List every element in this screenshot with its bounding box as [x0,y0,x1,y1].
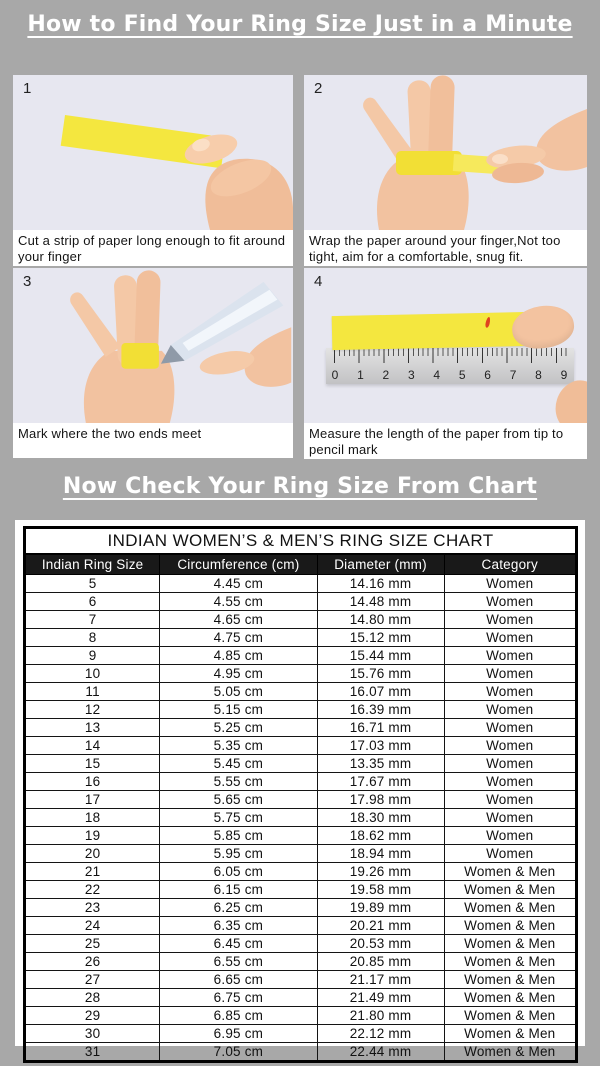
table-cell: Women [444,647,577,665]
table-cell: 17.67 mm [317,773,444,791]
table-body [25,575,577,1062]
step3-photo [13,268,293,423]
table-cell: Women & Men [444,953,577,971]
step1-photo [13,75,293,230]
step2-caption: Wrap the paper around your finger,Not too tight, aim for a comfortable, snug fit. [304,230,587,266]
table-cell: 8 [25,629,160,647]
table-row [25,773,577,791]
table-cell: 4.65 cm [160,611,317,629]
table-cell: 14.16 mm [317,575,444,593]
column-header: Indian Ring Size [25,554,160,575]
table-row [25,953,577,971]
table-row [25,827,577,845]
table-cell: 15.44 mm [317,647,444,665]
table-cell: 18.30 mm [317,809,444,827]
table-cell: Women [444,575,577,593]
ruler-number: 9 [560,368,568,382]
table-row [25,1025,577,1043]
table-cell: 4.95 cm [160,665,317,683]
table-row [25,989,577,1007]
table-cell: Women [444,845,577,863]
ruler-number: 0 [331,368,339,382]
table-cell: 31 [25,1043,160,1062]
step1-number: 1 [23,80,32,97]
table-cell: 16.39 mm [317,701,444,719]
table-row [25,845,577,863]
table-cell: 5.85 cm [160,827,317,845]
table-cell: Women & Men [444,971,577,989]
table-cell: 6.15 cm [160,881,317,899]
step3-number: 3 [23,273,32,290]
table-row [25,719,577,737]
table-cell: Women [444,791,577,809]
table-row [25,593,577,611]
table-cell: Women & Men [444,1007,577,1025]
table-row [25,629,577,647]
ring-size-chart [15,520,585,1059]
table-cell: 12 [25,701,160,719]
table-cell: 18.62 mm [317,827,444,845]
table-cell: 19.58 mm [317,881,444,899]
table-cell: 28 [25,989,160,1007]
table-cell: 4.55 cm [160,593,317,611]
table-cell: 23 [25,899,160,917]
ruler-major-ticks [334,348,570,363]
steps-grid [13,75,587,458]
table-cell: 6.95 cm [160,1025,317,1043]
step3-panel [13,268,293,458]
table-cell: 22 [25,881,160,899]
table-row [25,791,577,809]
table-cell: 14 [25,737,160,755]
table-row [25,809,577,827]
table-cell: 15 [25,755,160,773]
table-cell: 20 [25,845,160,863]
table-cell: Women [444,827,577,845]
table-cell: Women & Men [444,917,577,935]
table-cell: Women [444,701,577,719]
step4-photo [304,268,587,423]
table-cell: 19.89 mm [317,899,444,917]
table-title: INDIAN WOMEN’S & MEN’S RING SIZE CHART [25,528,577,555]
step4-caption: Measure the length of the paper from tip to pencil mark [304,423,587,459]
table-cell: 5.15 cm [160,701,317,719]
table-cell: 6.35 cm [160,917,317,935]
table-cell: 6.05 cm [160,863,317,881]
ruler-number: 6 [484,368,491,382]
table-cell: 30 [25,1025,160,1043]
column-header: Category [444,554,577,575]
table-cell: Women [444,719,577,737]
table-row [25,1043,577,1062]
table-cell: 7 [25,611,160,629]
step4-panel [304,268,587,458]
table-cell: 19 [25,827,160,845]
table-cell: 6.85 cm [160,1007,317,1025]
table-row [25,701,577,719]
table-cell: 21.17 mm [317,971,444,989]
table-cell: 15.76 mm [317,665,444,683]
table-cell: Women & Men [444,863,577,881]
table-cell: 20.21 mm [317,917,444,935]
ruler-number: 8 [535,368,542,382]
ring-size-table [23,526,578,1063]
table-cell: 6.25 cm [160,899,317,917]
paper-strip-icon [332,312,533,350]
table-cell: Women & Men [444,989,577,1007]
table-title-row [25,528,577,555]
ruler-number: 7 [509,368,517,382]
step2-panel [304,75,587,265]
table-row [25,611,577,629]
table-cell: 21.80 mm [317,1007,444,1025]
table-row [25,683,577,701]
table-cell: 5 [25,575,160,593]
table-cell: 10 [25,665,160,683]
table-cell: 15.12 mm [317,629,444,647]
table-cell: 16.71 mm [317,719,444,737]
ruler-number: 1 [357,368,364,382]
table-cell: Women & Men [444,935,577,953]
table-cell: 13 [25,719,160,737]
table-cell: 25 [25,935,160,953]
table-cell: 11 [25,683,160,701]
table-cell: 19.26 mm [317,863,444,881]
ruler-number: 5 [458,368,466,382]
step3-caption: Mark where the two ends meet [13,423,293,458]
ruler-numbers [329,368,570,383]
table-row [25,917,577,935]
table-row [25,863,577,881]
table-cell: Women [444,629,577,647]
table-cell: Women & Men [444,881,577,899]
marking-paper-with-pen-icon [13,268,293,423]
table-cell: 5.35 cm [160,737,317,755]
step2-number: 2 [314,80,323,97]
column-header: Diameter (mm) [317,554,444,575]
step4-number: 4 [314,273,323,290]
step2-photo [304,75,587,230]
table-cell: Women & Men [444,899,577,917]
table-cell: 17 [25,791,160,809]
hand-holding-paper-strip-icon [13,75,293,230]
table-cell: 27 [25,971,160,989]
table-cell: 4.45 cm [160,575,317,593]
table-cell: Women [444,773,577,791]
table-cell: Women [444,611,577,629]
table-cell: 22.12 mm [317,1025,444,1043]
table-row [25,737,577,755]
table-cell: 29 [25,1007,160,1025]
table-cell: 16.07 mm [317,683,444,701]
table-cell: Women & Men [444,1025,577,1043]
table-cell: Women [444,593,577,611]
table-cell: 18 [25,809,160,827]
table-cell: 17.98 mm [317,791,444,809]
table-cell: 20.53 mm [317,935,444,953]
table-cell: 6.75 cm [160,989,317,1007]
table-row [25,935,577,953]
table-cell: 21 [25,863,160,881]
table-cell: 5.45 cm [160,755,317,773]
table-cell: 5.05 cm [160,683,317,701]
table-cell: 5.25 cm [160,719,317,737]
table-cell: 14.48 mm [317,593,444,611]
ruler-number: 2 [382,368,390,382]
table-row [25,647,577,665]
table-cell: Women [444,809,577,827]
table-cell: 5.55 cm [160,773,317,791]
table-row [25,665,577,683]
table-cell: 22.44 mm [317,1043,444,1062]
table-cell: Women [444,755,577,773]
ruler-number: 3 [407,368,415,382]
table-cell: 5.75 cm [160,809,317,827]
table-cell: Women [444,737,577,755]
table-cell: 6.45 cm [160,935,317,953]
table-cell: 6.55 cm [160,953,317,971]
table-row [25,1007,577,1025]
table-cell: Women [444,683,577,701]
table-cell: 4.85 cm [160,647,317,665]
table-cell: 18.94 mm [317,845,444,863]
paper-wrapped-around-finger-icon [304,75,587,230]
table-row [25,971,577,989]
table-cell: 4.75 cm [160,629,317,647]
table-cell: 6.65 cm [160,971,317,989]
table-cell: 5.65 cm [160,791,317,809]
table-cell: 20.85 mm [317,953,444,971]
table-row [25,899,577,917]
table-cell: 9 [25,647,160,665]
ruler-number: 4 [433,368,441,382]
table-cell: 21.49 mm [317,989,444,1007]
table-cell: Women [444,665,577,683]
step1-panel [13,75,293,265]
table-row [25,755,577,773]
table-row [25,575,577,593]
table-cell: 14.80 mm [317,611,444,629]
pencil-mark-icon [485,317,491,329]
table-cell: 7.05 cm [160,1043,317,1062]
table-cell: 26 [25,953,160,971]
section2-title: Now Check Your Ring Size From Chart [62,474,538,499]
page-title: How to Find Your Ring Size Just in a Minute [27,12,573,37]
column-header: Circumference (cm) [160,554,317,575]
table-cell: 13.35 mm [317,755,444,773]
table-row [25,881,577,899]
table-cell: 16 [25,773,160,791]
ruler-icon [326,348,574,384]
table-cell: 5.95 cm [160,845,317,863]
table-cell: 24 [25,917,160,935]
table-cell: Women & Men [444,1043,577,1062]
step1-caption: Cut a strip of paper long enough to fit around your finger [13,230,293,266]
table-cell: 6 [25,593,160,611]
table-cell: 17.03 mm [317,737,444,755]
table-header-row [25,554,577,575]
